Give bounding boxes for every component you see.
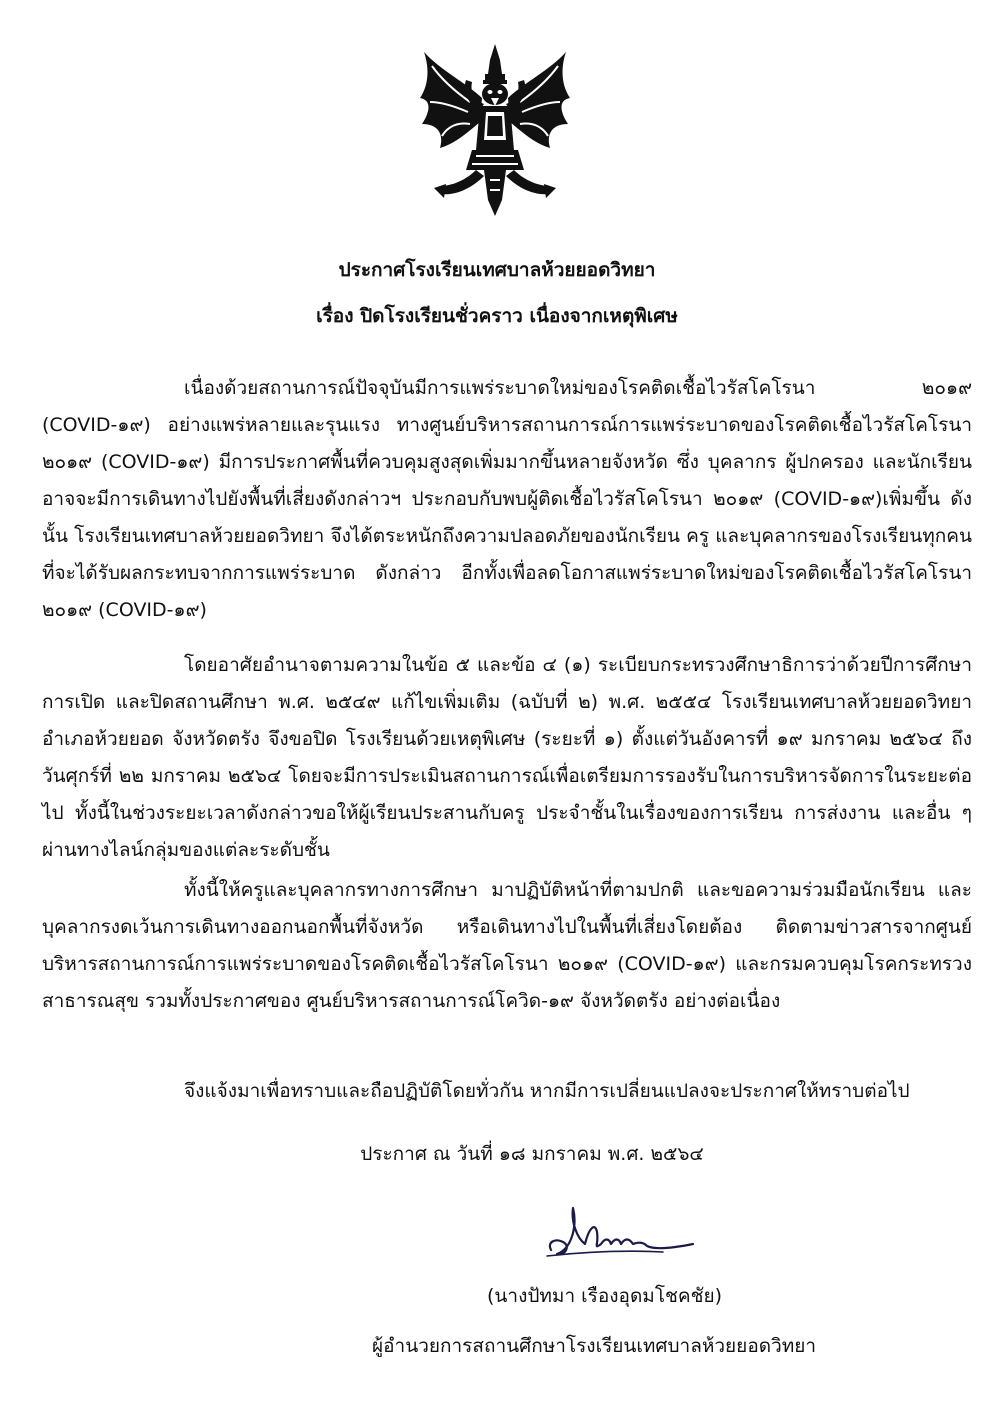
body-paragraph-1: เนื่องด้วยสถานการณ์ปัจจุบันมีการแพร่ระบาดใหม่ของโรคติดเชื้อไวรัสโคโรนา ๒๐๑๙ (COVID-๑๙) อย่างแพร่หลายและรุนแรง ทางศูนย์บริหารสถานการณ์การแพร่ระบาดของโรคติดเชื้อไวรัสโคโรนา ๒๐๑๙ (COVID-๑๙) มีการประกาศพื้นที่ควบคุมสูงสุดเพิ่มมากขึ้นหลายจังหวัด ซึ่ง บุคลากร ผู้ปกครอง และนักเรียน อาจจะมีการเดินทางไปยังพื้นที่เสี่ยงดังกล่าวฯ ประกอบกับพบผู้ติดเชื้อไวรัสโคโรนา ๒๐๑๙ (COVID-๑๙)เพิ่มขึ้น ดังนั้น โรงเรียนเทศบาลห้วยยอดวิทยา จึงได้ตระหนักถึงความปลอดภัยของนักเรียน ครู และบุคลากรของโรงเรียนทุกคนที่จะได้รับผลกระทบจากการแพร่ระบาด ดังกล่าว อีกทั้งเพื่อลดโอกาสแพร่ระบาดใหม่ของโรคติดเชื้อไวรัสโคโรนา ๒๐๑๙ (COVID-๑๙) (42, 377, 972, 621)
signer-name: (นางปัทมา เรืองอุดมโชคชัย) (487, 1285, 723, 1307)
announcement-title: ประกาศโรงเรียนเทศบาลห้วยยอดวิทยา (338, 259, 656, 281)
body-paragraph-2: โดยอาศัยอำนาจตามความในข้อ ๕ และข้อ ๔ (๑) ระเบียบกระทรวงศึกษาธิการว่าด้วยปีการศึกษา การเปิด และปิดสถานศึกษา พ.ศ. ๒๕๔๙ แก้ไขเพิ่มเติม (ฉบับที่ ๒) พ.ศ. ๒๕๕๔ โรงเรียนเทศบาลห้วยยอดวิทยา อำเภอห้วยยอด จังหวัดตรัง จึงขอปิด โรงเรียนด้วยเหตุพิเศษ (ระยะที่ ๑) ตั้งแต่วันอังคารที่ ๑๙ มกราคม ๒๕๖๔ ถึงวันศุกร์ที่ ๒๒ มกราคม ๒๕๖๔ โดยจะมีการประเมินสถานการณ์เพื่อเตรียมการรองรับในการบริหารจัดการในระยะต่อไป ทั้งนี้ในช่วงระยะเวลาดังกล่าวขอให้ผู้เรียนประสานกับครู ประจำชั้นในเรื่องของการเรียน การส่งงาน และอื่น ๆ ผ่านทางไลน์กลุ่มของแต่ละระดับชั้น (42, 654, 972, 861)
body-paragraph-4: จึงแจ้งมาเพื่อทราบและถือปฏิบัติโดยทั่วกัน หากมีการเปลี่ยนแปลงจะประกาศให้ทราบต่อไป (184, 1080, 910, 1102)
body-paragraph-3: ทั้งนี้ให้ครูและบุคลากรทางการศึกษา มาปฏิบัติหน้าที่ตามปกติ และขอความร่วมมือนักเรียน และ บุคลากรงดเว้นการเดินทางออกนอกพื้นที่จังหวัด หรือเดินทางไปในพื้นที่เสี่ยงโดยต้อง ติดตามข่าวสารจากศูนย์ บริหารสถานการณ์การแพร่ระบาดของโรคติดเชื้อไวรัสโคโรนา ๒๐๑๙ (COVID-๑๙) และกรมควบคุมโรคกระทรวง สาธารณสุข รวมทั้งประกาศของ ศูนย์บริหารสถานการณ์โควิด-๑๙ จังหวัดตรัง อย่างต่อเนื่อง (42, 879, 972, 1012)
announcement-subject: เรื่อง ปิดโรงเรียนชั่วคราว เนื่องจากเหตุพิเศษ (316, 305, 678, 327)
signer-position: ผู้อำนวยการสถานศึกษาโรงเรียนเทศบาลห้วยยอดวิทยา (372, 1335, 817, 1357)
handwritten-signature-icon (543, 1198, 703, 1268)
garuda-emblem-icon (410, 40, 580, 220)
announcement-date: ประกาศ ณ วันที่ ๑๘ มกราคม พ.ศ. ๒๕๖๔ (360, 1143, 704, 1165)
